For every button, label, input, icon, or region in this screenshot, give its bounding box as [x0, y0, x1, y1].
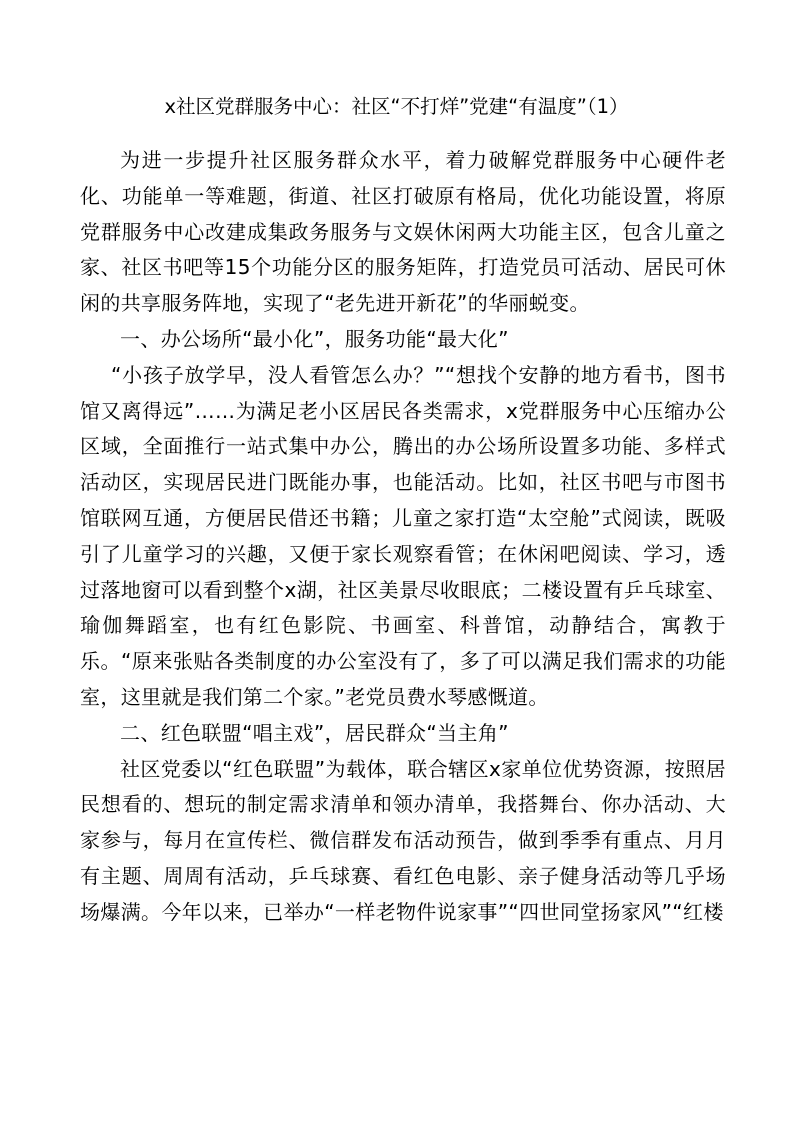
- section-heading-2: 二、红色联盟“唱主戏”，居民群众“当主角”: [120, 720, 509, 745]
- intro-paragraph: 为进一步提升社区服务群众水平，着力破解党群服务中心硬件老化、功能单一等难题，街道、社区打破原有格局，优化功能设置，将原党群服务中心改建成集政务服务与文娱休闲两大功能主区，包含儿童之家、社区书吧等15个功能分区的服务矩阵，打造党员可活动、居民可休闲的共享服务阵地，实现了“老先进开新花”的华丽蜕变。: [80, 148, 726, 316]
- section-1-paragraph: “小孩子放学早，没人看管怎么办？”“想找个安静的地方看书，图书馆又离得远”……为满足老小区居民各类需求，x党群服务中心压缩办公区域，全面推行一站式集中办公，腾出的办公场所设置多功能、多样式活动区，实现居民进门既能办事，也能活动。比如，社区书吧与市图书馆联网互通，方便居民借还书籍；儿童之家打造“太空舱”式阅读，既吸引了儿童学习的兴趣，又便于家长观察看管；在休闲吧阅读、学习，透过落地窗可以看到整个x湖，社区美景尽收眼底；二楼设置有乒乓球室、瑜伽舞蹈室，也有红色影院、书画室、科普馆，动静结合，寓教于乐。“原来张贴各类制度的办公室没有了，多了可以满足我们需求的功能室，这里就是我们第二个家。”老党员费水琴感慨道。: [80, 362, 726, 709]
- document-title: x社区党群服务中心：社区“不打烊”党建“有温度”（1）: [164, 95, 629, 118]
- section-2-paragraph: 社区党委以“红色联盟”为载体，联合辖区x家单位优势资源，按照居民想看的、想玩的制定需求清单和领办清单，我搭舞台、你办活动、大家参与，每月在宣传栏、微信群发布活动预告，做到季季有重点、月月有主题、周周有活动，乒乓球赛、看红色电影、亲子健身活动等几乎场场爆满。今年以来，已举办“一样老物件说家事”“四世同堂扬家风”“红楼: [80, 756, 726, 924]
- section-heading-1: 一、办公场所“最小化”，服务功能“最大化”: [120, 326, 509, 351]
- document-body: [80, 143, 726, 931]
